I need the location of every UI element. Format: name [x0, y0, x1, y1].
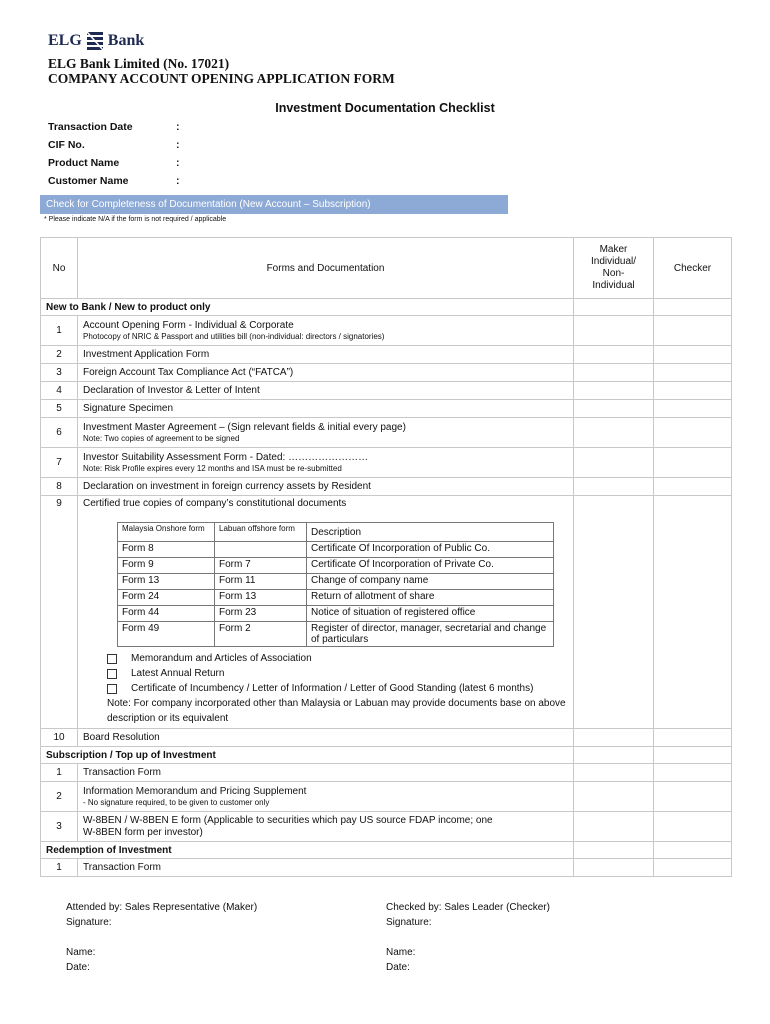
row-text: Foreign Account Tax Compliance Act (“FATCA”)	[78, 364, 574, 382]
header-maker-line: Individual/	[590, 256, 637, 267]
group-row-subscription	[41, 747, 732, 764]
checkbox[interactable]	[107, 669, 117, 679]
table-row	[41, 364, 732, 382]
row-main-text: Investor Suitability Assessment Form - Dated: ……………………	[83, 451, 369, 463]
company-header	[48, 56, 395, 86]
row-no: 8	[41, 478, 78, 496]
inner-row	[118, 574, 554, 590]
maker-cell[interactable]	[574, 400, 654, 418]
table-row	[41, 729, 732, 747]
inner-cell: Form 7	[215, 558, 307, 574]
header-checker: Checker	[654, 238, 732, 299]
group-label: Redemption of Investment	[41, 842, 574, 859]
inner-row	[118, 606, 554, 622]
meta-label: Transaction Date	[48, 121, 133, 133]
row-main-text: Investment Master Agreement – (Sign relevant fields & initial every page)	[83, 421, 406, 433]
maker-cell[interactable]	[574, 782, 654, 812]
maker-cell[interactable]	[574, 299, 654, 316]
checker-name-label: Name:	[386, 947, 416, 958]
meta-colon: :	[176, 121, 180, 133]
row-text	[78, 448, 574, 478]
row-no: 2	[41, 346, 78, 364]
inner-cell: Form 24	[118, 590, 215, 606]
inner-cell: Form 13	[215, 590, 307, 606]
table-row	[41, 418, 732, 448]
maker-cell[interactable]	[574, 316, 654, 346]
inner-cell: Form 23	[215, 606, 307, 622]
maker-cell[interactable]	[574, 496, 654, 729]
checker-cell[interactable]	[654, 496, 732, 729]
table-row	[41, 400, 732, 418]
inner-cell: Form 13	[118, 574, 215, 590]
header-maker-line: Non-	[602, 268, 625, 279]
checker-cell[interactable]	[654, 448, 732, 478]
maker-cell[interactable]	[574, 812, 654, 842]
row-sub-text: - No signature required, to be given to customer only	[83, 797, 270, 807]
maker-cell[interactable]	[574, 364, 654, 382]
row-text: Transaction Form	[78, 859, 574, 877]
maker-signature-label: Signature:	[66, 917, 112, 928]
inner-cell: Certificate Of Incorporation of Private Co.	[307, 558, 554, 574]
row-no: 1	[41, 316, 78, 346]
checkbox[interactable]	[107, 654, 117, 664]
row-no: 7	[41, 448, 78, 478]
row-no: 3	[41, 812, 78, 842]
row-sub-text: Photocopy of NRIC & Passport and utilities bill (non-individual: directors / signatories)	[83, 331, 385, 341]
table-header	[41, 238, 732, 299]
row-main-text: Account Opening Form - Individual & Corporate	[83, 319, 294, 331]
row-text: Board Resolution	[78, 729, 574, 747]
maker-cell[interactable]	[574, 448, 654, 478]
checker-title: Checked by: Sales Leader (Checker)	[386, 902, 550, 913]
inner-row	[118, 590, 554, 606]
row-text	[78, 812, 574, 842]
checker-date-label: Date:	[386, 962, 410, 973]
checker-cell[interactable]	[654, 346, 732, 364]
maker-cell[interactable]	[574, 382, 654, 400]
checkbox-label: Certificate of Incumbency / Letter of Information / Letter of Good Standing (latest 6 months)	[131, 683, 534, 694]
row-text	[78, 418, 574, 448]
row-no: 1	[41, 764, 78, 782]
row-main-text: W-8BEN / W-8BEN E form (Applicable to securities which pay US source FDAP income; one	[83, 814, 493, 826]
table-row-9	[41, 496, 732, 729]
inner-cell: Change of company name	[307, 574, 554, 590]
meta-colon: :	[176, 175, 180, 187]
group-row-redemption	[41, 842, 732, 859]
table-row	[41, 764, 732, 782]
row-text	[78, 496, 574, 729]
row-no: 1	[41, 859, 78, 877]
checkbox[interactable]	[107, 684, 117, 694]
header-maker	[574, 238, 654, 299]
header-maker-line: Individual	[592, 280, 635, 291]
row-no: 5	[41, 400, 78, 418]
inner-cell: Register of director, manager, secretarial and change of particulars	[307, 622, 554, 647]
row-no: 3	[41, 364, 78, 382]
inner-header: Description	[307, 523, 554, 542]
inner-header: Malaysia Onshore form	[118, 523, 215, 542]
maker-name-label: Name:	[66, 947, 96, 958]
checker-cell[interactable]	[654, 764, 732, 782]
maker-cell[interactable]	[574, 478, 654, 496]
maker-cell[interactable]	[574, 747, 654, 764]
meta-label: CIF No.	[48, 139, 85, 151]
meta-row-product	[48, 154, 180, 172]
maker-cell[interactable]	[574, 346, 654, 364]
inner-cell: Certificate Of Incorporation of Public Co.	[307, 542, 554, 558]
section-bar: Check for Completeness of Documentation (New Account – Subscription)	[40, 195, 508, 214]
checkbox-label: Latest Annual Return	[131, 668, 225, 679]
meta-colon: :	[176, 157, 180, 169]
bank-logo-icon	[86, 30, 104, 52]
row-main-text: Information Memorandum and Pricing Supplement	[83, 785, 307, 797]
header-maker-line: Maker	[599, 244, 628, 255]
inner-header: Labuan offshore form	[215, 523, 307, 542]
checkbox-item[interactable]	[107, 681, 568, 696]
checker-cell[interactable]	[654, 729, 732, 747]
maker-cell[interactable]	[574, 418, 654, 448]
header-no: No	[41, 238, 78, 299]
inner-cell: Return of allotment of share	[307, 590, 554, 606]
meta-label: Customer Name	[48, 175, 129, 187]
header-forms: Forms and Documentation	[78, 238, 574, 299]
group-row-new	[41, 299, 732, 316]
checker-signature-label: Signature:	[386, 917, 432, 928]
table-row	[41, 346, 732, 364]
bank-logo	[48, 28, 144, 54]
row-text: Declaration of Investor & Letter of Intent	[78, 382, 574, 400]
maker-title: Attended by: Sales Representative (Maker)	[66, 902, 258, 913]
na-note: * Please indicate N/A if the form is not required / applicable	[44, 216, 227, 223]
table-row	[41, 478, 732, 496]
row-no: 10	[41, 729, 78, 747]
row-no: 6	[41, 418, 78, 448]
meta-row-transaction-date	[48, 118, 180, 136]
group-label: Subscription / Top up of Investment	[41, 747, 574, 764]
inner-cell: Form 9	[118, 558, 215, 574]
checker-cell[interactable]	[654, 364, 732, 382]
row-no: 9	[41, 496, 78, 729]
row-text: Investment Application Form	[78, 346, 574, 364]
maker-cell[interactable]	[574, 729, 654, 747]
inner-cell: Form 49	[118, 622, 215, 647]
inner-cell	[215, 542, 307, 558]
row-main-text: Certified true copies of company’s constitutional documents	[83, 498, 347, 509]
maker-cell[interactable]	[574, 764, 654, 782]
table-row	[41, 782, 732, 812]
checker-cell[interactable]	[654, 859, 732, 877]
inner-row	[118, 622, 554, 647]
logo-text-left: ELG	[48, 32, 82, 49]
row-text: Transaction Form	[78, 764, 574, 782]
table-row	[41, 859, 732, 877]
meta-row-customer	[48, 172, 180, 190]
meta-colon: :	[176, 139, 180, 151]
checker-cell[interactable]	[654, 478, 732, 496]
maker-signoff	[66, 900, 257, 975]
maker-cell[interactable]	[574, 842, 654, 859]
checker-cell[interactable]	[654, 782, 732, 812]
transaction-meta	[48, 118, 180, 190]
inner-row	[118, 558, 554, 574]
checker-cell[interactable]	[654, 747, 732, 764]
inner-cell: Form 2	[215, 622, 307, 647]
checker-cell[interactable]	[654, 299, 732, 316]
row9-note: Note: For company incorporated other than Malaysia or Labuan may provide documents base on above description or its equivalent	[107, 698, 566, 724]
inner-cell: Form 8	[118, 542, 215, 558]
row-text: Signature Specimen	[78, 400, 574, 418]
inner-cell: Form 44	[118, 606, 215, 622]
constitutional-docs-table	[117, 522, 554, 647]
checker-cell[interactable]	[654, 418, 732, 448]
maker-cell[interactable]	[574, 859, 654, 877]
row-sub-text: Note: Two copies of agreement to be signed	[83, 433, 240, 443]
logo-text-right: Bank	[107, 32, 145, 49]
row-text: Declaration on investment in foreign currency assets by Resident	[78, 478, 574, 496]
row-text	[78, 316, 574, 346]
form-title: COMPANY ACCOUNT OPENING APPLICATION FORM	[48, 71, 395, 86]
checker-cell[interactable]	[654, 812, 732, 842]
row-no: 2	[41, 782, 78, 812]
table-row	[41, 316, 732, 346]
table-row	[41, 448, 732, 478]
inner-cell: Notice of situation of registered office	[307, 606, 554, 622]
meta-label: Product Name	[48, 157, 120, 169]
maker-date-label: Date:	[66, 962, 90, 973]
inner-row	[118, 542, 554, 558]
document-title: Investment Documentation Checklist	[275, 101, 495, 115]
row-text	[78, 782, 574, 812]
row-main-text-2: W-8BEN form per investor)	[83, 826, 203, 838]
checker-cell[interactable]	[654, 842, 732, 859]
checklist-table	[40, 237, 732, 877]
group-label: New to Bank / New to product only	[41, 299, 574, 316]
inner-header-row	[118, 523, 554, 542]
checkbox-item[interactable]	[107, 666, 568, 681]
inner-cell: Form 11	[215, 574, 307, 590]
table-row	[41, 812, 732, 842]
company-name: ELG Bank Limited (No. 17021)	[48, 56, 230, 71]
checkbox-label: Memorandum and Articles of Association	[131, 653, 312, 664]
table-row	[41, 382, 732, 400]
checker-cell[interactable]	[654, 316, 732, 346]
meta-row-cif	[48, 136, 180, 154]
checker-cell[interactable]	[654, 400, 732, 418]
checker-signoff	[386, 900, 550, 975]
row-no: 4	[41, 382, 78, 400]
checkbox-item[interactable]	[107, 651, 568, 666]
checker-cell[interactable]	[654, 382, 732, 400]
row-sub-text: Note: Risk Profile expires every 12 months and ISA must be re-submitted	[83, 463, 342, 473]
